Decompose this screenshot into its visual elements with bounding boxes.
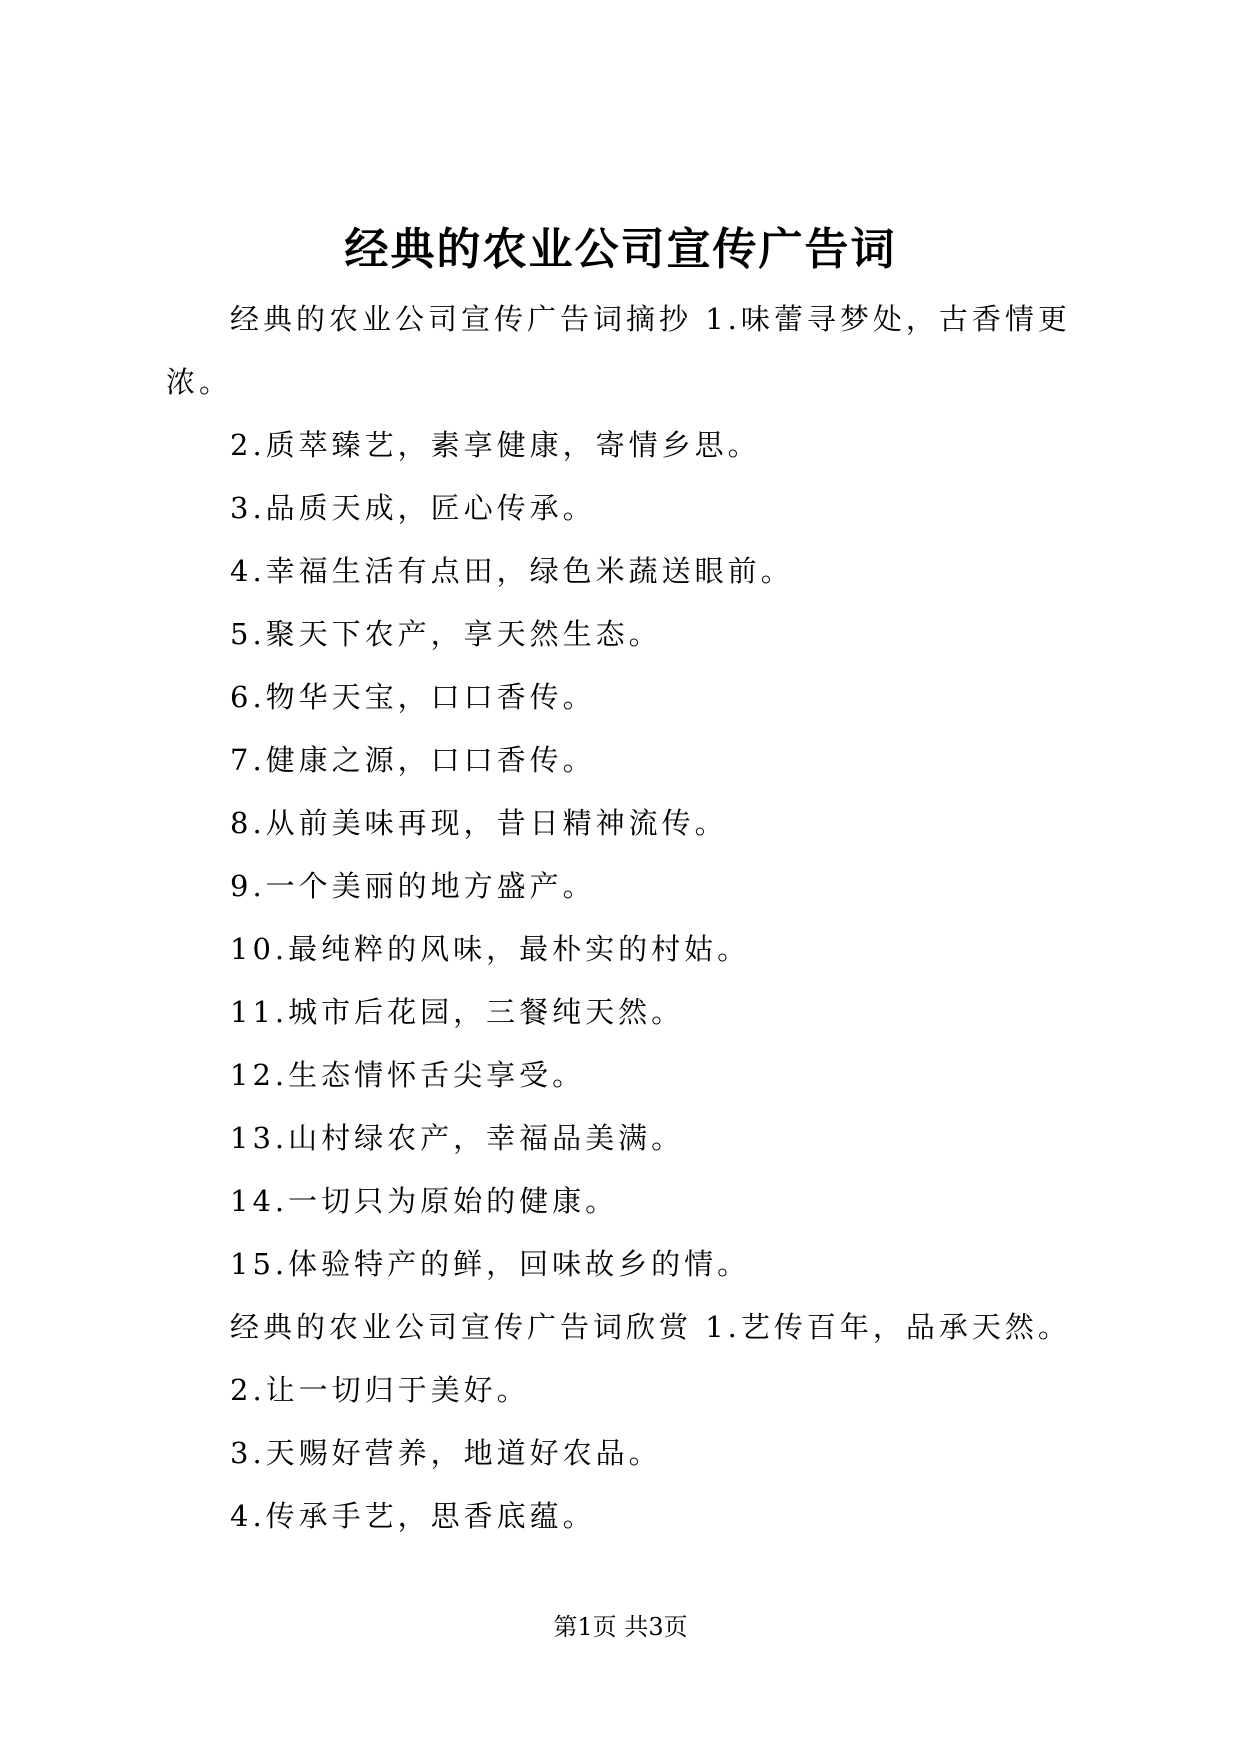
paragraph: 3.品质天成，匠心传承。 <box>230 491 596 525</box>
paragraph: 7.健康之源，口口香传。 <box>230 743 596 777</box>
paragraph: 14.一切只为原始的健康。 <box>230 1184 619 1218</box>
paragraph: 3.天赐好营养，地道好农品。 <box>230 1436 662 1470</box>
document-title: 经典的农业公司宣传广告词 <box>344 224 897 275</box>
paragraph: 2.让一切归于美好。 <box>230 1373 530 1407</box>
total-pages-number: 3 <box>648 1613 664 1641</box>
paragraph: 15.体验特产的鲜，回味故乡的情。 <box>230 1247 751 1281</box>
paragraph: 8.从前美味再现，昔日精神流传。 <box>230 806 728 840</box>
paragraph: 4.传承手艺，思香底蕴。 <box>230 1499 596 1533</box>
paragraph: 6.物华天宝，口口香传。 <box>230 680 596 714</box>
paragraph: 12.生态情怀舌尖享受。 <box>230 1058 586 1092</box>
paragraph: 2.质萃臻艺，素享健康，寄情乡思。 <box>230 428 761 462</box>
paragraph: 4.幸福生活有点田，绿色米蔬送眼前。 <box>230 554 794 588</box>
current-page-number: 1 <box>577 1613 593 1641</box>
paragraph: 9.一个美丽的地方盛产。 <box>230 869 596 903</box>
page-label-prefix: 第 <box>553 1613 578 1641</box>
paragraph: 5.聚天下农产，享天然生态。 <box>230 617 662 651</box>
paragraph: 13.山村绿农产，幸福品美满。 <box>230 1121 685 1155</box>
paragraph: 经典的农业公司宣传广告词摘抄 1.味蕾寻梦处，古香情更浓。 <box>166 302 1071 399</box>
document-body <box>166 288 1086 1548</box>
paragraph: 经典的农业公司宣传广告词欣赏 1.艺传百年，品承天然。 <box>230 1310 1071 1344</box>
page-label-mid: 页 共 <box>592 1613 649 1641</box>
page-label-suffix: 页 <box>663 1613 688 1641</box>
page-footer <box>0 1612 1241 1642</box>
paragraph: 11.城市后花园，三餐纯天然。 <box>230 995 685 1029</box>
paragraph: 10.最纯粹的风味，最朴实的村姑。 <box>230 932 751 966</box>
